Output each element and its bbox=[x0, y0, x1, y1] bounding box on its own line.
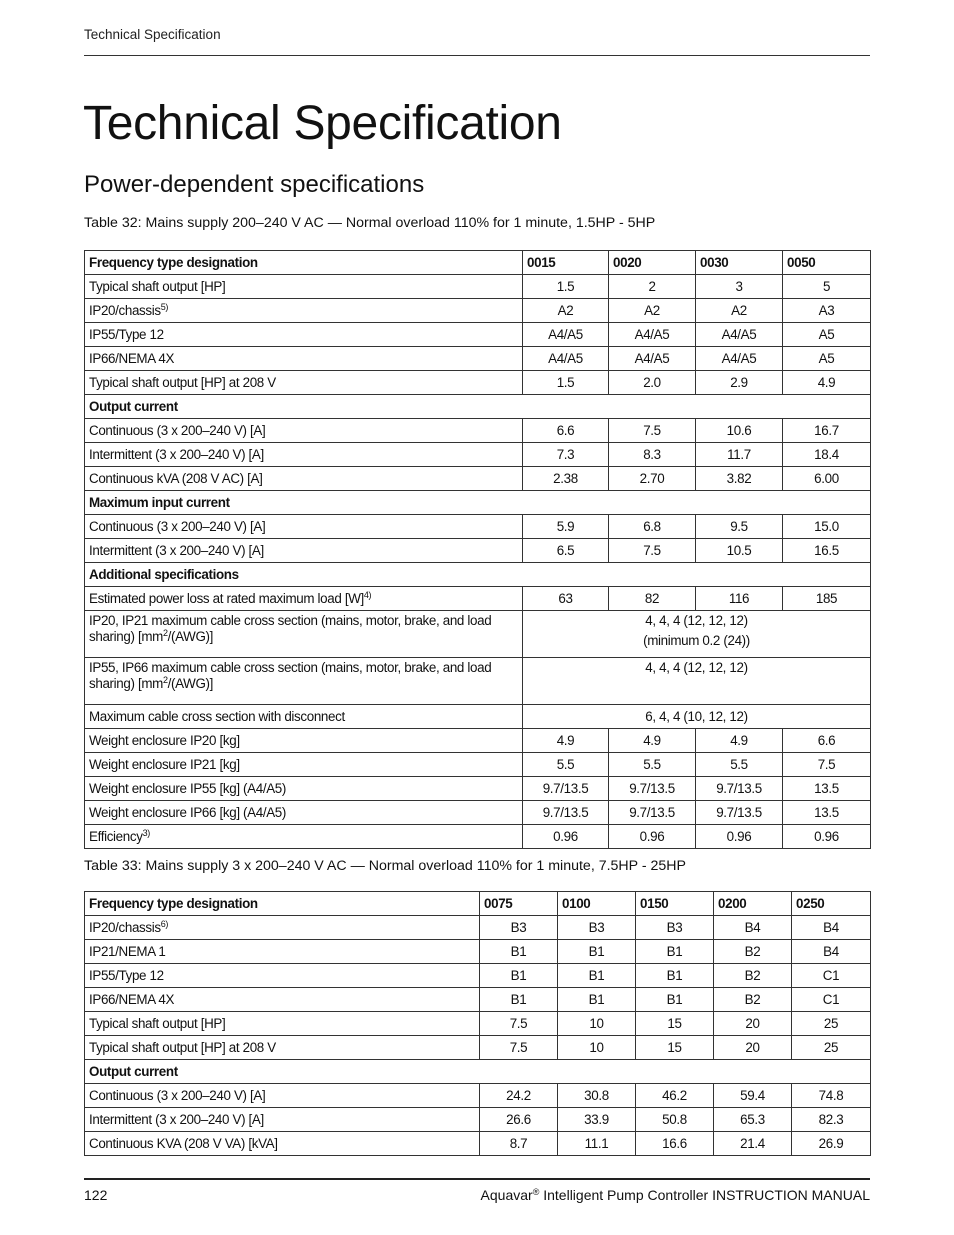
page-title: Technical Specification bbox=[83, 97, 562, 150]
header-cell-0200: 0200 bbox=[714, 892, 792, 916]
row-label bbox=[85, 1084, 480, 1108]
table-row bbox=[85, 988, 871, 1012]
value-cell: 9.5 bbox=[696, 515, 783, 539]
value-cell: 5.9 bbox=[523, 515, 609, 539]
footnote-ref: 5) bbox=[160, 301, 169, 312]
value-cell: 4.9 bbox=[696, 729, 783, 753]
value-cell: 25 bbox=[792, 1012, 871, 1036]
table-row bbox=[85, 275, 871, 299]
row-label bbox=[85, 611, 523, 658]
value-cell: B1 bbox=[558, 988, 636, 1012]
value-cell: A2 bbox=[609, 299, 696, 323]
header-row bbox=[85, 251, 871, 275]
row-label-text: IP20/chassis bbox=[89, 302, 161, 318]
value-cell: 82 bbox=[609, 587, 696, 611]
row-label-text: IP20/chassis bbox=[89, 919, 161, 935]
row-label-text-end: /(AWG)] bbox=[167, 676, 213, 691]
header-cell-0030: 0030 bbox=[696, 251, 783, 275]
table-row bbox=[85, 825, 871, 849]
row-label-text: Weight enclosure IP21 [kg] bbox=[89, 756, 240, 772]
value-cell: B1 bbox=[636, 940, 714, 964]
section-heading: Additional specifications bbox=[85, 563, 871, 587]
table-row bbox=[85, 587, 871, 611]
row-label bbox=[85, 539, 523, 563]
value-cell: 8.3 bbox=[609, 443, 696, 467]
header-row bbox=[85, 892, 871, 916]
row-label-text: Continuous (3 x 200–240 V) [A] bbox=[89, 518, 266, 534]
value-cell: 2.70 bbox=[609, 467, 696, 491]
value-cell: 4.9 bbox=[783, 371, 871, 395]
value-cell: 2.0 bbox=[609, 371, 696, 395]
table-row bbox=[85, 1036, 871, 1060]
value-cell: 0.96 bbox=[783, 825, 871, 849]
value-cell: C1 bbox=[792, 988, 871, 1012]
value-cell: A2 bbox=[696, 299, 783, 323]
value-cell: A4/A5 bbox=[609, 347, 696, 371]
table-row bbox=[85, 347, 871, 371]
value-cell: 9.7/13.5 bbox=[523, 777, 609, 801]
section-row bbox=[85, 395, 871, 419]
value-cell: 7.5 bbox=[480, 1012, 558, 1036]
row-label-text: Efficiency bbox=[89, 828, 143, 844]
value-cell: 6.6 bbox=[783, 729, 871, 753]
merged-value-line: 6, 4, 4 (10, 12, 12) bbox=[645, 708, 748, 724]
row-label-text: Intermittent (3 x 200–240 V) [A] bbox=[89, 446, 264, 462]
table-row bbox=[85, 515, 871, 539]
row-label-text: IP66/NEMA 4X bbox=[89, 350, 175, 366]
header-cell-0250: 0250 bbox=[792, 892, 871, 916]
header-cell-0150: 0150 bbox=[636, 892, 714, 916]
value-cell: 6.00 bbox=[783, 467, 871, 491]
value-cell: B3 bbox=[480, 916, 558, 940]
row-label-text: Typical shaft output [HP] bbox=[89, 1015, 226, 1031]
table-row bbox=[85, 419, 871, 443]
value-cell: 116 bbox=[696, 587, 783, 611]
registered-mark: ® bbox=[532, 1187, 540, 1197]
row-label-text: IP20, IP21 maximum cable cross section (mains, motor, brake, and load sharing) [mm bbox=[89, 613, 492, 644]
row-label bbox=[85, 1012, 480, 1036]
value-cell: 3 bbox=[696, 275, 783, 299]
value-cell: B1 bbox=[636, 988, 714, 1012]
row-label bbox=[85, 347, 523, 371]
merged-value-line: 4, 4, 4 (12, 12, 12) bbox=[645, 613, 748, 628]
value-cell: 7.5 bbox=[609, 419, 696, 443]
value-cell: 5.5 bbox=[696, 753, 783, 777]
value-cell: 15 bbox=[636, 1012, 714, 1036]
merged-value-cell bbox=[523, 611, 871, 658]
value-cell: 13.5 bbox=[783, 801, 871, 825]
header-cell-label: Frequency type designation bbox=[85, 251, 523, 275]
row-label-text: Continuous (3 x 200–240 V) [A] bbox=[89, 422, 266, 438]
value-cell: 65.3 bbox=[714, 1108, 792, 1132]
value-cell: 8.7 bbox=[480, 1132, 558, 1156]
header-cell-0015: 0015 bbox=[523, 251, 609, 275]
value-cell: 50.8 bbox=[636, 1108, 714, 1132]
value-cell: 9.7/13.5 bbox=[696, 777, 783, 801]
footer-title-rest: Intelligent Pump Controller INSTRUCTION MANUAL bbox=[539, 1187, 870, 1203]
table-row bbox=[85, 539, 871, 563]
value-cell: 10.6 bbox=[696, 419, 783, 443]
row-label-text-end: /(AWG)] bbox=[167, 629, 213, 644]
value-cell: A3 bbox=[783, 299, 871, 323]
table-row bbox=[85, 611, 871, 658]
page-number: 122 bbox=[84, 1187, 108, 1203]
table-row bbox=[85, 443, 871, 467]
value-cell: C1 bbox=[792, 964, 871, 988]
footer-manual-title bbox=[481, 1187, 870, 1203]
table-row bbox=[85, 467, 871, 491]
table-row bbox=[85, 940, 871, 964]
value-cell: 185 bbox=[783, 587, 871, 611]
value-cell: 2 bbox=[609, 275, 696, 299]
header-cell-0020: 0020 bbox=[609, 251, 696, 275]
table-row bbox=[85, 705, 871, 729]
row-label bbox=[85, 988, 480, 1012]
row-label-text: Continuous kVA (208 V AC) [A] bbox=[89, 470, 263, 486]
row-label-text: IP66/NEMA 4X bbox=[89, 991, 175, 1007]
row-label bbox=[85, 371, 523, 395]
row-label-text: Continuous (3 x 200–240 V) [A] bbox=[89, 1087, 266, 1103]
value-cell: B4 bbox=[792, 916, 871, 940]
table-row bbox=[85, 1132, 871, 1156]
value-cell: 46.2 bbox=[636, 1084, 714, 1108]
value-cell: B4 bbox=[792, 940, 871, 964]
row-label-text: Estimated power loss at rated maximum load [W] bbox=[89, 590, 364, 606]
value-cell: B2 bbox=[714, 988, 792, 1012]
table-row bbox=[85, 801, 871, 825]
row-label-text: IP55/Type 12 bbox=[89, 967, 164, 983]
section-heading: Output current bbox=[85, 395, 871, 419]
value-cell: 25 bbox=[792, 1036, 871, 1060]
footnote-ref: 3) bbox=[142, 827, 150, 838]
row-label-text: Weight enclosure IP20 [kg] bbox=[89, 732, 240, 748]
value-cell: 9.7/13.5 bbox=[696, 801, 783, 825]
value-cell: 13.5 bbox=[783, 777, 871, 801]
value-cell: A4/A5 bbox=[696, 323, 783, 347]
running-header: Technical Specification bbox=[84, 27, 221, 42]
row-label bbox=[85, 658, 523, 705]
value-cell: 10 bbox=[558, 1012, 636, 1036]
row-label-text: Intermittent (3 x 200–240 V) [A] bbox=[89, 1111, 264, 1127]
merged-value-line: 4, 4, 4 (12, 12, 12) bbox=[645, 660, 748, 675]
table-row bbox=[85, 777, 871, 801]
section-heading: Maximum input current bbox=[85, 491, 871, 515]
table-row bbox=[85, 753, 871, 777]
row-label-text: Weight enclosure IP66 [kg] (A4/A5) bbox=[89, 804, 287, 820]
value-cell: 74.8 bbox=[792, 1084, 871, 1108]
value-cell: 4.9 bbox=[609, 729, 696, 753]
value-cell: 16.7 bbox=[783, 419, 871, 443]
value-cell: B2 bbox=[714, 964, 792, 988]
row-label-text: IP21/NEMA 1 bbox=[89, 943, 166, 959]
value-cell: B1 bbox=[558, 940, 636, 964]
row-label-text: Typical shaft output [HP] at 208 V bbox=[89, 374, 276, 390]
row-label bbox=[85, 940, 480, 964]
section-row bbox=[85, 1060, 871, 1084]
value-cell: 0.96 bbox=[696, 825, 783, 849]
value-cell: A4/A5 bbox=[523, 323, 609, 347]
value-cell: 1.5 bbox=[523, 275, 609, 299]
footer-rule bbox=[84, 1178, 870, 1180]
value-cell: A2 bbox=[523, 299, 609, 323]
value-cell: 7.5 bbox=[609, 539, 696, 563]
value-cell: B1 bbox=[480, 988, 558, 1012]
table-row bbox=[85, 729, 871, 753]
value-cell: 9.7/13.5 bbox=[609, 777, 696, 801]
table-32 bbox=[84, 250, 871, 849]
value-cell: B4 bbox=[714, 916, 792, 940]
table-33 bbox=[84, 891, 871, 1156]
table-row bbox=[85, 658, 871, 705]
merged-value-cell bbox=[523, 705, 871, 729]
value-cell: B3 bbox=[636, 916, 714, 940]
value-cell: A5 bbox=[783, 347, 871, 371]
value-cell: 10 bbox=[558, 1036, 636, 1060]
header-rule bbox=[84, 55, 870, 56]
section-row bbox=[85, 491, 871, 515]
value-cell: 1.5 bbox=[523, 371, 609, 395]
value-cell: 5.5 bbox=[523, 753, 609, 777]
table-row bbox=[85, 1084, 871, 1108]
header-cell-0075: 0075 bbox=[480, 892, 558, 916]
value-cell: 4.9 bbox=[523, 729, 609, 753]
row-label-superscript: 2 bbox=[162, 675, 168, 685]
value-cell: 18.4 bbox=[783, 443, 871, 467]
value-cell: 21.4 bbox=[714, 1132, 792, 1156]
value-cell: 9.7/13.5 bbox=[609, 801, 696, 825]
value-cell: 20 bbox=[714, 1036, 792, 1060]
value-cell: 6.5 bbox=[523, 539, 609, 563]
row-label bbox=[85, 419, 523, 443]
section-row bbox=[85, 563, 871, 587]
value-cell: 5 bbox=[783, 275, 871, 299]
value-cell: 2.38 bbox=[523, 467, 609, 491]
merged-value-cell bbox=[523, 658, 871, 705]
row-label-text: IP55/Type 12 bbox=[89, 326, 164, 342]
table-row bbox=[85, 964, 871, 988]
row-label bbox=[85, 323, 523, 347]
header-cell-0100: 0100 bbox=[558, 892, 636, 916]
value-cell: 3.82 bbox=[696, 467, 783, 491]
row-label-text: Maximum cable cross section with disconnect bbox=[89, 708, 345, 724]
footer-title-brand: Aquavar bbox=[480, 1187, 533, 1203]
row-label bbox=[85, 1108, 480, 1132]
value-cell: 16.5 bbox=[783, 539, 871, 563]
row-label bbox=[85, 1036, 480, 1060]
value-cell: 11.1 bbox=[558, 1132, 636, 1156]
value-cell: 15 bbox=[636, 1036, 714, 1060]
row-label-text: IP55, IP66 maximum cable cross section (mains, motor, brake, and load sharing) [mm bbox=[89, 660, 492, 691]
section-heading: Output current bbox=[85, 1060, 871, 1084]
table-row bbox=[85, 1012, 871, 1036]
row-label bbox=[85, 729, 523, 753]
value-cell: B3 bbox=[558, 916, 636, 940]
section-title: Power-dependent specifications bbox=[84, 171, 425, 198]
table-row bbox=[85, 299, 871, 323]
row-label-text: Weight enclosure IP55 [kg] (A4/A5) bbox=[89, 780, 287, 796]
table-row bbox=[85, 916, 871, 940]
row-label bbox=[85, 825, 523, 849]
value-cell: A4/A5 bbox=[609, 323, 696, 347]
header-cell-label: Frequency type designation bbox=[85, 892, 480, 916]
value-cell: 2.9 bbox=[696, 371, 783, 395]
value-cell: 6.8 bbox=[609, 515, 696, 539]
value-cell: B1 bbox=[480, 964, 558, 988]
value-cell: A5 bbox=[783, 323, 871, 347]
value-cell: 0.96 bbox=[523, 825, 609, 849]
value-cell: 26.6 bbox=[480, 1108, 558, 1132]
row-label bbox=[85, 467, 523, 491]
table-row bbox=[85, 371, 871, 395]
value-cell: B2 bbox=[714, 940, 792, 964]
table-row bbox=[85, 323, 871, 347]
table-32-caption: Table 32: Mains supply 200–240 V AC — Normal overload 110% for 1 minute, 1.5HP - 5HP bbox=[84, 215, 656, 231]
value-cell: 24.2 bbox=[480, 1084, 558, 1108]
value-cell: 82.3 bbox=[792, 1108, 871, 1132]
table-row bbox=[85, 1108, 871, 1132]
row-label bbox=[85, 587, 523, 611]
value-cell: 6.6 bbox=[523, 419, 609, 443]
value-cell: 16.6 bbox=[636, 1132, 714, 1156]
value-cell: B1 bbox=[558, 964, 636, 988]
value-cell: 63 bbox=[523, 587, 609, 611]
row-label-superscript: 2 bbox=[162, 628, 168, 638]
value-cell: B1 bbox=[636, 964, 714, 988]
value-cell: 20 bbox=[714, 1012, 792, 1036]
row-label bbox=[85, 801, 523, 825]
value-cell: 26.9 bbox=[792, 1132, 871, 1156]
merged-value-line: (minimum 0.2 (24)) bbox=[643, 633, 750, 648]
row-label bbox=[85, 443, 523, 467]
value-cell: 7.3 bbox=[523, 443, 609, 467]
row-label bbox=[85, 964, 480, 988]
footnote-ref: 6) bbox=[160, 918, 169, 929]
value-cell: 7.5 bbox=[480, 1036, 558, 1060]
row-label-text: Typical shaft output [HP] bbox=[89, 278, 226, 294]
row-label bbox=[85, 299, 523, 323]
row-label bbox=[85, 275, 523, 299]
value-cell: 11.7 bbox=[696, 443, 783, 467]
value-cell: 5.5 bbox=[609, 753, 696, 777]
row-label bbox=[85, 916, 480, 940]
row-label-text: Continuous KVA (208 V VA) [kVA] bbox=[89, 1135, 278, 1151]
row-label bbox=[85, 705, 523, 729]
value-cell: 59.4 bbox=[714, 1084, 792, 1108]
value-cell: A4/A5 bbox=[523, 347, 609, 371]
value-cell: 0.96 bbox=[609, 825, 696, 849]
value-cell: A4/A5 bbox=[696, 347, 783, 371]
row-label bbox=[85, 753, 523, 777]
table-33-caption: Table 33: Mains supply 3 x 200–240 V AC — Normal overload 110% for 1 minute, 7.5HP - 25HP bbox=[84, 858, 686, 874]
value-cell: 10.5 bbox=[696, 539, 783, 563]
value-cell: B1 bbox=[480, 940, 558, 964]
row-label-text: Intermittent (3 x 200–240 V) [A] bbox=[89, 542, 264, 558]
value-cell: 33.9 bbox=[558, 1108, 636, 1132]
value-cell: 7.5 bbox=[783, 753, 871, 777]
row-label bbox=[85, 777, 523, 801]
row-label bbox=[85, 515, 523, 539]
header-cell-0050: 0050 bbox=[783, 251, 871, 275]
value-cell: 30.8 bbox=[558, 1084, 636, 1108]
value-cell: 15.0 bbox=[783, 515, 871, 539]
footnote-ref: 4) bbox=[363, 589, 372, 600]
row-label bbox=[85, 1132, 480, 1156]
value-cell: 9.7/13.5 bbox=[523, 801, 609, 825]
row-label-text: Typical shaft output [HP] at 208 V bbox=[89, 1039, 276, 1055]
